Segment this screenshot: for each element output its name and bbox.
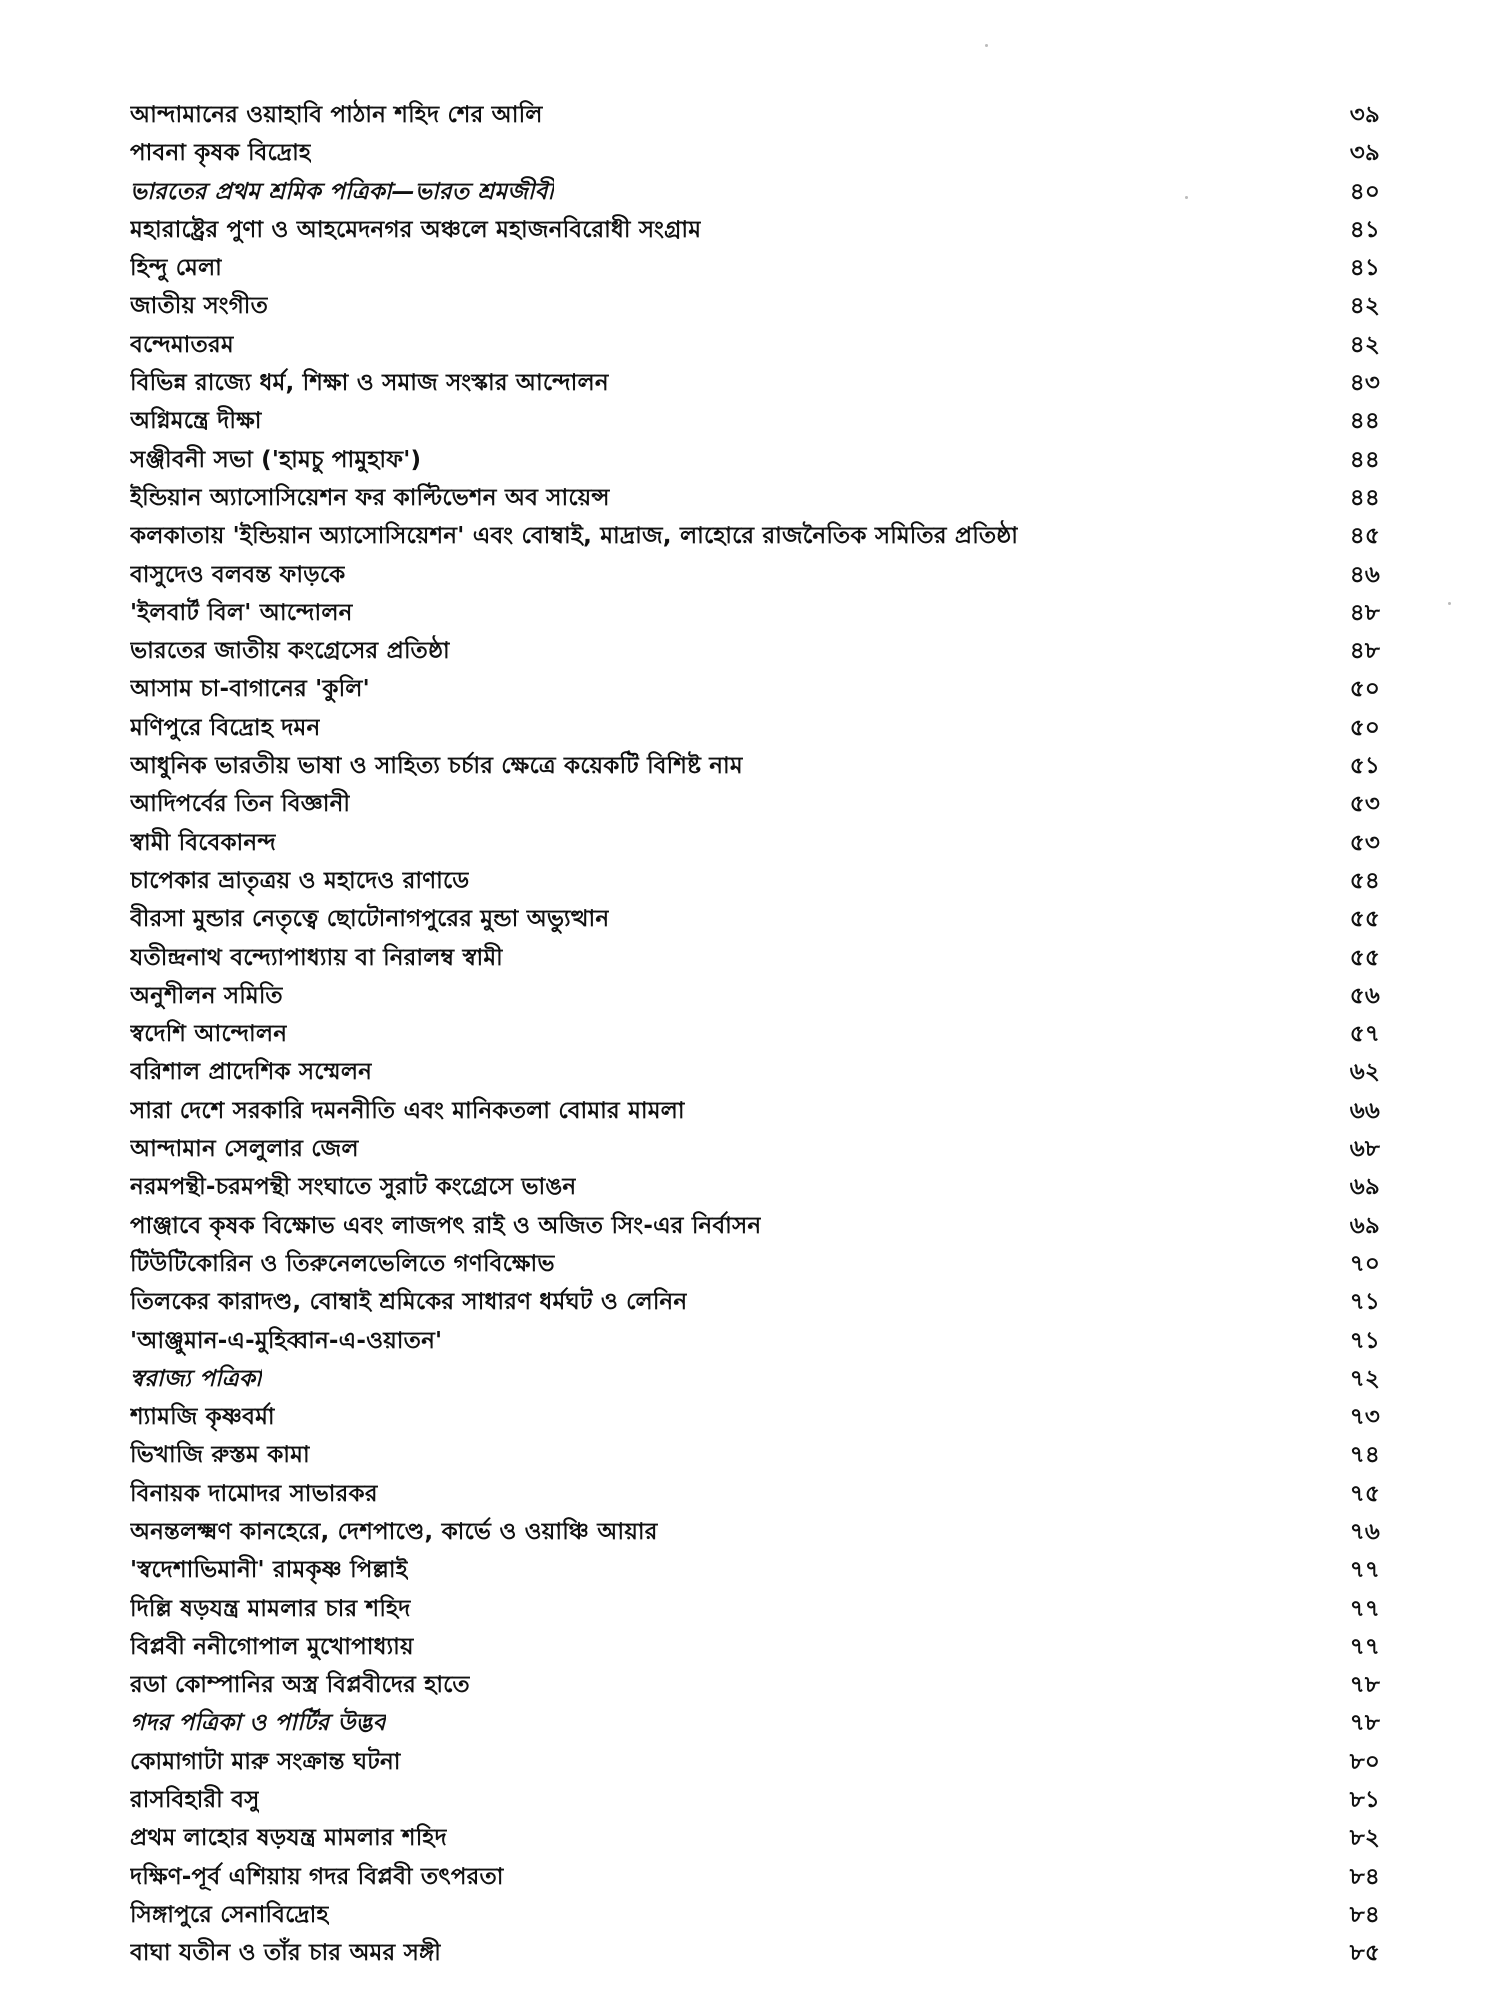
toc-entry-page: ৭৩ [1349, 1404, 1380, 1431]
toc-entry-title: বাঘা যতীন ও তাঁর চার অমর সঙ্গী [130, 1940, 442, 1967]
toc-entry-page: ৭৪ [1349, 1442, 1380, 1469]
toc-entry [130, 402, 1380, 440]
toc-entry [130, 1934, 1380, 1972]
toc-entry-title: ভিখাজি রুস্তম কামা [130, 1442, 310, 1469]
toc-entry-page: ৭২ [1349, 1365, 1380, 1392]
toc-entry-title: বরিশাল প্রাদেশিক সম্মেলন [130, 1059, 373, 1086]
toc-entry-title: ভারতের জাতীয় কংগ্রেসের প্রতিষ্ঠা [130, 638, 450, 665]
toc-entry-title: আধুনিক ভারতীয় ভাষা ও সাহিত্য চর্চার ক্ষেত্রে কয়েকটি বিশিষ্ট নাম [130, 753, 743, 780]
toc-entry-title: 'স্বদেশাভিমানী' রামকৃষ্ণ পিল্লাই [130, 1557, 408, 1584]
toc-entry-page: ৮২ [1349, 1825, 1380, 1852]
toc-entry-title: দিল্লি ষড়যন্ত্র মামলার চার শহিদ [130, 1595, 411, 1622]
toc-entry-page: ৬৮ [1349, 1136, 1380, 1163]
toc-entry-title: বাসুদেও বলবন্ত ফাড়কে [130, 561, 346, 588]
toc-entry-title: কোমাগাটা মারু সংক্রান্ত ঘটনা [130, 1748, 401, 1775]
toc-entry [130, 1628, 1380, 1666]
toc-entry-title: বিপ্লবী ননীগোপাল মুখোপাধ্যায় [130, 1633, 414, 1660]
toc-entry [130, 326, 1380, 364]
toc-entry-page: ৪৪ [1349, 484, 1380, 511]
toc-entry-title: গদর পত্রিকা ও পার্টির উদ্ভব [130, 1710, 386, 1737]
toc-entry-page: ৩৯ [1349, 140, 1380, 167]
toc-entry-title: যতীন্দ্রনাথ বন্দ্যোপাধ্যায় বা নিরালম্ব স্বামী [130, 944, 503, 971]
toc-entry-title: দক্ষিণ-পূর্ব এশিয়ায় গদর বিপ্লবী তৎপরতা [130, 1863, 504, 1890]
toc-entry-title: আদিপর্বের তিন বিজ্ঞানী [130, 791, 351, 818]
toc-entry [130, 211, 1380, 249]
table-of-contents [130, 96, 1380, 1973]
toc-entry [130, 1666, 1380, 1704]
toc-entry-page: ৮৪ [1349, 1901, 1380, 1928]
toc-entry [130, 1360, 1380, 1398]
toc-entry [130, 96, 1380, 134]
toc-entry [130, 517, 1380, 555]
toc-entry [130, 670, 1380, 708]
toc-entry-page: ৫১ [1349, 753, 1380, 780]
toc-entry-title: বীরসা মুন্ডার নেতৃত্বে ছোটোনাগপুরের মুন্ডা অভ্যুত্থান [130, 906, 610, 933]
toc-entry-page: ৭৮ [1349, 1672, 1380, 1699]
scan-speck [1448, 602, 1451, 605]
toc-entry-page: ৭৮ [1349, 1710, 1380, 1737]
toc-entry-title: ইন্ডিয়ান অ্যাসোসিয়েশন ফর কাল্টিভেশন অব সায়েন্স [130, 484, 610, 511]
toc-entry [130, 1053, 1380, 1091]
toc-entry [130, 1896, 1380, 1934]
toc-entry-page: ৫৫ [1349, 906, 1380, 933]
toc-entry [130, 939, 1380, 977]
toc-entry-title: পাবনা কৃষক বিদ্রোহ [130, 140, 312, 167]
toc-entry [130, 632, 1380, 670]
toc-entry [130, 173, 1380, 211]
toc-entry-page: ৫৬ [1349, 982, 1380, 1009]
toc-entry-title: সঞ্জীবনী সভা ('হামচু পামুহাফ') [130, 446, 422, 473]
toc-entry-page: ৭০ [1349, 1250, 1380, 1277]
toc-entry [130, 1704, 1380, 1742]
toc-entry-page: ৬২ [1349, 1059, 1380, 1086]
toc-entry-page: ৬৬ [1349, 1097, 1380, 1124]
toc-entry [130, 249, 1380, 287]
toc-entry [130, 1858, 1380, 1896]
toc-entry-page: ৭৭ [1349, 1633, 1380, 1660]
toc-entry-page: ৮৪ [1349, 1863, 1380, 1890]
toc-entry-title: তিলকের কারাদণ্ড, বোম্বাই শ্রমিকের সাধারণ ধর্মঘট ও লেনিন [130, 1289, 688, 1316]
toc-entry-title: পাঞ্জাবে কৃষক বিক্ষোভ এবং লাজপৎ রাই ও অজিত সিং-এর নির্বাসন [130, 1212, 762, 1239]
toc-entry-title: সারা দেশে সরকারি দমননীতি এবং মানিকতলা বোমার মামলা [130, 1097, 685, 1124]
toc-entry-page: ৪২ [1349, 331, 1380, 358]
toc-entry-title: স্বরাজ্য পত্রিকা [130, 1365, 262, 1392]
toc-entry [130, 1130, 1380, 1168]
toc-entry-page: ৭১ [1349, 1289, 1380, 1316]
toc-entry [130, 862, 1380, 900]
toc-entry-title: আন্দামান সেলুলার জেল [130, 1136, 359, 1163]
toc-entry [130, 479, 1380, 517]
toc-entry [130, 785, 1380, 823]
toc-entry-title: স্বদেশি আন্দোলন [130, 1021, 288, 1048]
toc-entry-page: ৭৫ [1349, 1480, 1380, 1507]
toc-entry [130, 1743, 1380, 1781]
toc-entry [130, 1513, 1380, 1551]
toc-entry [130, 1207, 1380, 1245]
toc-entry [130, 1322, 1380, 1360]
toc-entry-page: ৪২ [1349, 293, 1380, 320]
toc-entry-page: ৫৩ [1349, 829, 1380, 856]
toc-entry-title: অনুশীলন সমিতি [130, 982, 283, 1009]
toc-entry-page: ৪১ [1349, 216, 1380, 243]
toc-entry-title: নরমপন্থী-চরমপন্থী সংঘাতে সুরাট কংগ্রেসে ভাঙন [130, 1174, 577, 1201]
toc-entry [130, 1283, 1380, 1321]
toc-entry [130, 1819, 1380, 1857]
toc-entry-title: আন্দামানের ওয়াহাবি পাঠান শহিদ শের আলি [130, 102, 543, 128]
toc-entry-title: রডা কোম্পানির অস্ত্র বিপ্লবীদের হাতে [130, 1672, 470, 1699]
toc-entry [130, 287, 1380, 325]
toc-entry-page: ৭৭ [1349, 1557, 1380, 1584]
toc-entry [130, 1015, 1380, 1053]
toc-entry-page: ৪১ [1349, 255, 1380, 282]
toc-entry-title: চাপেকার ভ্রাতৃত্রয় ও মহাদেও রাণাডে [130, 867, 470, 894]
toc-entry [130, 1590, 1380, 1628]
toc-entry-title: বিনায়ক দামোদর সাভারকর [130, 1480, 378, 1507]
toc-entry [130, 364, 1380, 402]
toc-entry-title: বিভিন্ন রাজ্যে ধর্ম, শিক্ষা ও সমাজ সংস্কার আন্দোলন [130, 370, 609, 397]
toc-entry-page: ৮১ [1349, 1787, 1380, 1814]
toc-entry-title: প্রথম লাহোর ষড়যন্ত্র মামলার শহিদ [130, 1825, 447, 1852]
toc-entry-page: ৪৫ [1349, 523, 1380, 550]
toc-entry [130, 441, 1380, 479]
toc-entry-title: ভারতের প্রথম শ্রমিক পত্রিকা—ভারত শ্রমজীবী [130, 178, 555, 205]
toc-entry-page: ৭৭ [1349, 1595, 1380, 1622]
toc-entry-page: ৪৩ [1349, 370, 1380, 397]
toc-entry-page: ৪৬ [1349, 561, 1380, 588]
toc-entry-page: ৬৯ [1349, 1212, 1380, 1239]
toc-entry [130, 594, 1380, 632]
toc-entry-title: মণিপুরে বিদ্রোহ দমন [130, 714, 321, 741]
toc-entry-title: 'আঞ্জুমান-এ-মুহিব্বান-এ-ওয়াতন' [130, 1327, 443, 1354]
toc-entry-page: ৪০ [1349, 178, 1380, 205]
toc-entry [130, 1398, 1380, 1436]
toc-entry [130, 1475, 1380, 1513]
toc-entry-title: সিঙ্গাপুরে সেনাবিদ্রোহ [130, 1901, 329, 1928]
toc-entry [130, 1245, 1380, 1283]
toc-entry [130, 709, 1380, 747]
toc-entry-page: ৮৫ [1349, 1940, 1380, 1967]
toc-entry-title: টিউটিকোরিন ও তিরুনেলভেলিতে গণবিক্ষোভ [130, 1250, 555, 1277]
toc-entry-page: ৩৯ [1349, 102, 1380, 128]
toc-entry-page: ৫৪ [1349, 867, 1380, 894]
toc-entry [130, 1781, 1380, 1819]
toc-entry-page: ৭৬ [1349, 1518, 1380, 1545]
toc-entry-title: আসাম চা-বাগানের 'কুলি' [130, 676, 370, 703]
toc-entry-title: জাতীয় সংগীত [130, 293, 269, 320]
toc-entry-page: ৪৮ [1349, 638, 1380, 665]
toc-entry-page: ৬৯ [1349, 1174, 1380, 1201]
toc-entry [130, 556, 1380, 594]
toc-entry-page: ৪৮ [1349, 599, 1380, 626]
toc-entry-page: ৪৪ [1349, 446, 1380, 473]
toc-entry-page: ৪৪ [1349, 408, 1380, 435]
toc-entry [130, 900, 1380, 938]
toc-entry [130, 1168, 1380, 1206]
toc-entry-page: ৫০ [1349, 714, 1380, 741]
toc-entry [130, 1092, 1380, 1130]
toc-entry [130, 747, 1380, 785]
toc-entry-title: শ্যামজি কৃষ্ণবর্মা [130, 1404, 275, 1431]
toc-entry-page: ৭১ [1349, 1327, 1380, 1354]
toc-entry-title: 'ইলবার্ট বিল' আন্দোলন [130, 599, 353, 626]
toc-entry-title: রাসবিহারী বসু [130, 1787, 260, 1814]
toc-entry [130, 977, 1380, 1015]
toc-entry-title: কলকাতায় 'ইন্ডিয়ান অ্যাসোসিয়েশন' এবং বোম্বাই, মাদ্রাজ, লাহোরে রাজনৈতিক সমিতির প্রতিষ্ঠা [130, 523, 1019, 550]
toc-entry [130, 134, 1380, 172]
toc-entry-title: স্বামী বিবেকানন্দ [130, 829, 276, 856]
toc-entry-page: ৫৭ [1349, 1021, 1380, 1048]
toc-entry-page: ৫০ [1349, 676, 1380, 703]
toc-entry-page: ৫৫ [1349, 944, 1380, 971]
scan-speck [985, 44, 988, 47]
toc-entry [130, 1551, 1380, 1589]
toc-entry [130, 1436, 1380, 1474]
toc-entry-page: ৮০ [1349, 1748, 1380, 1775]
toc-entry-page: ৫৩ [1349, 791, 1380, 818]
toc-entry [130, 824, 1380, 862]
toc-entry-title: মহারাষ্ট্রের পুণা ও আহমেদনগর অঞ্চলে মহাজনবিরোধী সংগ্রাম [130, 216, 702, 243]
toc-entry-title: অনন্তলক্ষ্মণ কানহেরে, দেশপাণ্ডে, কার্ভে ও ওয়াঞ্চি আয়ার [130, 1518, 658, 1545]
toc-entry-title: হিন্দু মেলা [130, 255, 223, 282]
toc-entry-title: অগ্নিমন্ত্রে দীক্ষা [130, 408, 262, 435]
toc-entry-title: বন্দেমাতরম [130, 331, 234, 358]
